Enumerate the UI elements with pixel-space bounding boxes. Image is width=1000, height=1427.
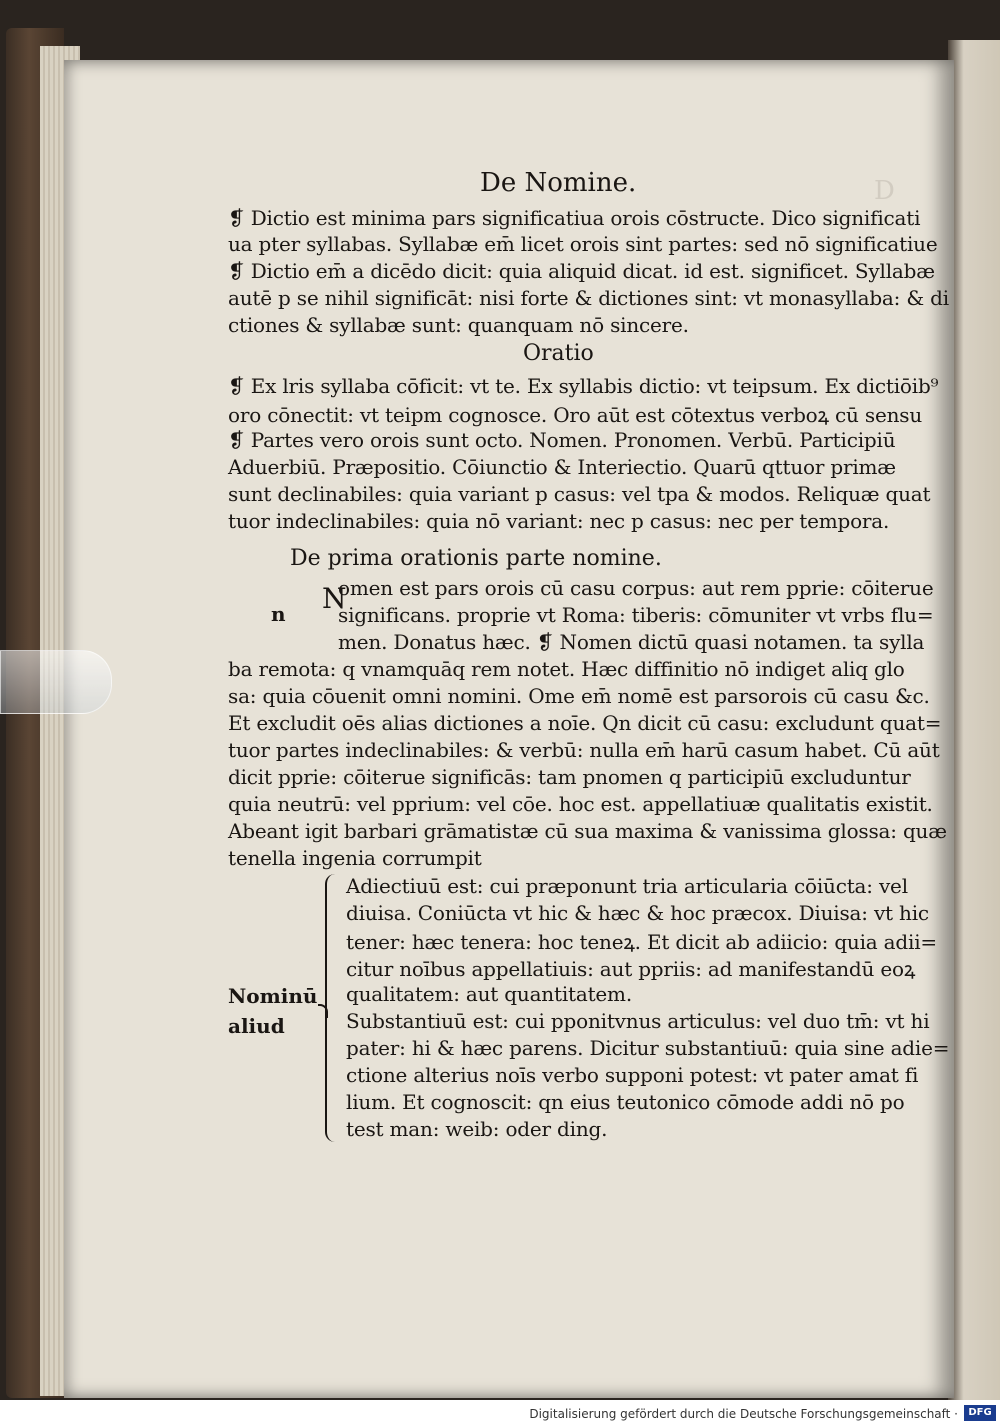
text-line: qualitatem: aut quantitatem.	[346, 982, 632, 1006]
text-line: Abeant igit barbari grāmatistæ cū sua maxima & vanissima glossa: quæ	[228, 819, 947, 843]
initial-capital: N	[322, 582, 347, 615]
page-heading: De Nomine.	[480, 168, 637, 198]
facing-page-edge	[948, 40, 1000, 1400]
text-line: ua pter syllabas. Syllabæ em̄ licet orois sint partes: sed nō significatiue	[228, 232, 938, 256]
text-line: ❡ Ex lris syllaba cōficit: vt te. Ex syllabis dictio: vt teipsum. Ex dictiōib⁹	[228, 374, 939, 398]
text-line: diuisa. Coniūcta vt hic & hæc & hoc præcox. Diuisa: vt hic	[346, 901, 929, 925]
text-line: tuor partes indeclinabiles: & verbū: nulla em̄ harū casum habet. Cū aūt	[228, 738, 940, 762]
text-line: omen est pars orois cū casu corpus: aut rem pprie: cōiterue	[338, 576, 934, 600]
text-line: ctiones & syllabæ sunt: quanquam nō sincere.	[228, 313, 689, 337]
text-line: dicit pprie: cōiterue significās: tam pnomen q participiū excluduntur	[228, 765, 911, 789]
text-line: lium. Et cognoscit: qn eius teutonico cōmode addi nō po	[346, 1090, 905, 1114]
side-label: Nominū	[228, 984, 318, 1008]
margin-guide-letter: n	[271, 602, 286, 626]
text-line: Adiectiuū est: cui præponunt tria articularia cōiūcta: vel	[346, 874, 908, 898]
text-line: sunt declinabiles: quia variant p casus: vel tpa & modos. Reliquæ quat	[228, 482, 931, 506]
text-line: pater: hi & hæc parens. Dicitur substantiuū: quia sine adie=	[346, 1036, 950, 1060]
text-line: significans. proprie vt Roma: tiberis: cōmuniter vt vrbs flu=	[338, 603, 934, 627]
text-line: ba remota: q vnamquāq rem notet. Hæc diffinitio nō indiget aliq glo	[228, 657, 905, 681]
text-line: Aduerbiū. Præpositio. Cōiunctio & Interiectio. Quarū qttuor primæ	[228, 455, 896, 479]
text-line: sa: quia cōuenit omni nomini. Ome em̄ nomē est parsorois cū casu &c.	[228, 684, 930, 708]
section-heading: De prima orationis parte nomine.	[290, 546, 662, 571]
text-line: tener: hæc tenera: hoc teneꝝ. Et dicit ab adiicio: quia adii=	[346, 930, 937, 954]
text-line: tuor indeclinabiles: quia nō variant: nec p casus: nec per tempora.	[228, 509, 890, 533]
funding-credit: Digitalisierung gefördert durch die Deutsche Forschungsgemeinschaft ·	[529, 1407, 958, 1421]
text-line: ❡ Dictio em̄ a dicēdo dicit: quia aliquid dicat. id est. significet. Syllabæ	[228, 259, 935, 283]
text-line: autē p se nihil significāt: nisi forte & dictiones sint: vt monasyllaba: & di	[228, 286, 949, 310]
side-label: aliud	[228, 1014, 285, 1038]
footer-bar	[0, 1400, 1000, 1427]
text-line: ❡ Partes vero orois sunt octo. Nomen. Pronomen. Verbū. Participiū	[228, 428, 896, 452]
text-line: ctione alterius noīs verbo supponi potest: vt pater amat fi	[346, 1063, 919, 1087]
page-clip	[0, 650, 112, 714]
text-line: oro cōnectit: vt teipm cognosce. Oro aūt est cōtextus verboꝝ cū sensu	[228, 403, 923, 427]
text-line: men. Donatus hæc. ❡ Nomen dictū quasi notamen. ta sylla	[338, 630, 925, 654]
text-line: citur noībus appellatiuis: aut ppriis: ad manifestandū eoꝝ	[346, 957, 916, 981]
bleed-through-text: D	[874, 176, 895, 206]
oratio-heading: Oratio	[523, 341, 594, 366]
dfg-logo: DFG	[964, 1405, 996, 1421]
text-line: Et excludit oēs alias dictiones a noīe. Qn dicit cū casu: excludunt quat=	[228, 711, 942, 735]
text-line: test man: weib: oder ding.	[346, 1117, 608, 1141]
text-line: tenella ingenia corrumpit	[228, 846, 482, 870]
text-line: ❡ Dictio est minima pars significatiua orois cōstructe. Dico significati	[228, 206, 921, 230]
text-line: Substantiuū est: cui pponitvnus articulus: vel duo tm̄: vt hi	[346, 1009, 930, 1033]
text-line: quia neutrū: vel pprium: vel cōe. hoc est. appellatiuæ qualitatis existit.	[228, 792, 933, 816]
